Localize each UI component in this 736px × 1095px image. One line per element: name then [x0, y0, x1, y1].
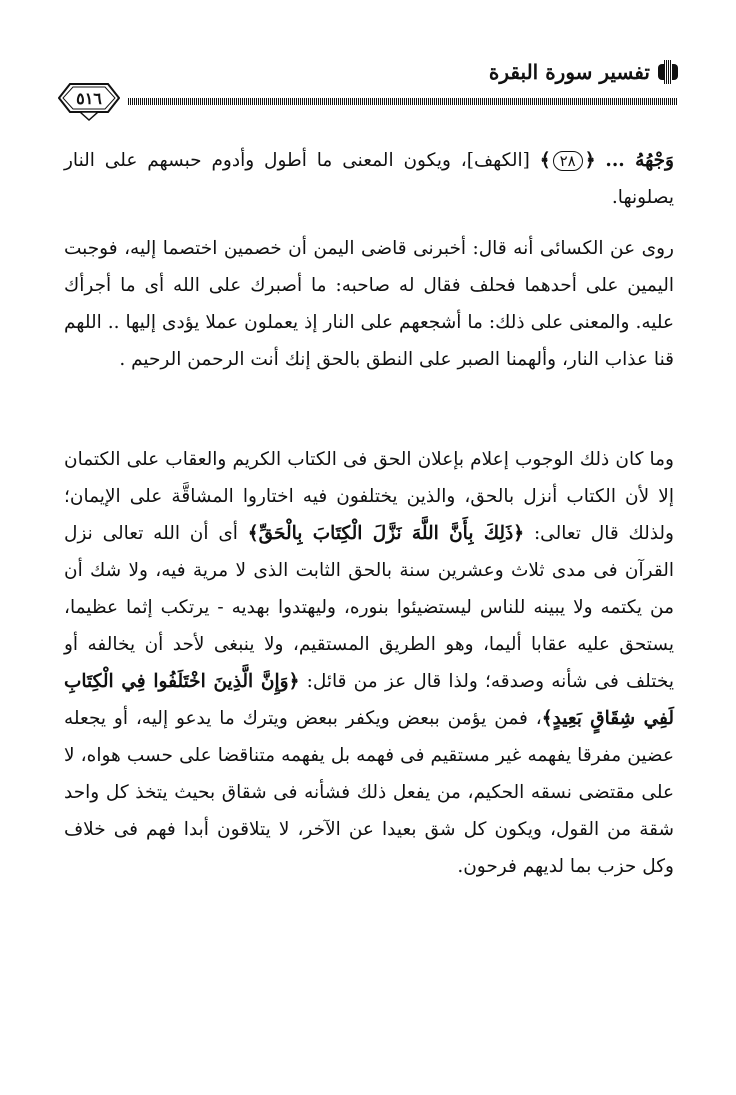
paragraph-2-text: روى عن الكسائى أنه قال: أخبرنى قاضى اليمن أن خصمين اختصما إليه، فوجبت اليمين على أحدهما فحلف فقال له صاحبه: ما أصبرك على الله أى ما أجرأك عليه. والمعنى على ذلك: ما أشجعهم على النار إذ يعملون عملا يؤدى إليها .. اللهم قنا عذاب النار، وألهمنا الصبر على النطق بالحق إنك أنت الرحمن الرحيم . [64, 238, 674, 370]
ornate-bracket-icon: ﴾ [539, 150, 551, 171]
paragraph-1-text: [الكهف]، ويكون المعنى ما أطول وأدوم حبسهم على النار يصلونها. [64, 150, 674, 208]
paragraph-3-text-a: وما كان ذلك الوجوب إعلام بإعلان الحق فى الكتاب الكريم والعقاب على الكتمان إلا لأن الكتاب أنزل بالحق، والذين يختلفون فيه اختاروا المشاقَّة على الإيمان؛ ولذلك قال تعالى: [64, 449, 674, 544]
ornament-icon [658, 64, 678, 80]
paragraph-1 [64, 142, 674, 216]
quran-fragment: وَجْهُهُ ... [605, 150, 674, 171]
quran-quote-1: ﴿ذَلِكَ بِأَنَّ اللَّهَ نَزَّلَ الْكِتَابَ بِالْحَقِّ﴾ [247, 523, 525, 544]
paragraph-3 [64, 441, 674, 885]
paragraph-3-text-c: ، فمن يؤمن ببعض ويكفر ببعض ويترك ما يدعو إليه، أو يجعله عضين مفرقا يفهمه غير مستقيم فى فهمه بل يفهمه متناقضا على حسب هواه، لا على مقتضى نسقه الحكيم، من يفعل ذلك فشأنه فى شقاق بحيث يتخذ كل واحد شقة من القول، ويكون كل شق بعيدا عن الآخر، لا يتلاقون أبدا فهم فى خلاف وكل حزب بما لديهم فرحون. [64, 708, 674, 877]
ornate-bracket-icon: ﴿ [584, 150, 596, 171]
header-rule [128, 98, 678, 105]
page-number: ٥١٦ [76, 89, 102, 108]
running-title-text: تفسير سورة البقرة [488, 60, 650, 84]
quran-quote-2: ﴿وَإِنَّ الَّذِينَ اخْتَلَفُوا فِي الْكِتَابِ لَفِي شِقَاقٍ بَعِيدٍ﴾ [64, 671, 674, 729]
running-title [489, 60, 678, 84]
verse-number-marker: ٢٨ [553, 151, 583, 171]
page-number-badge [58, 82, 120, 120]
paragraph-3-text-b: أى أن الله تعالى نزل القرآن فى مدى ثلاث وعشرين سنة بالحق الثابت الذى لا مرية فيه، ولا شك أن من يكتمه ولا يبينه للناس ليستضيئوا بنوره، وليهتدوا بهديه - يرتكب إثما عظيما، يستحق عليه عقابا أليما، وهو الطريق المستقيم، ولا ينبغى لأحد أن يخالفه أو يختلف فى شأنه وصدقه؛ ولذا قال عز من قائل: [64, 523, 674, 692]
paragraph-2 [64, 230, 674, 378]
page-header [58, 54, 678, 124]
